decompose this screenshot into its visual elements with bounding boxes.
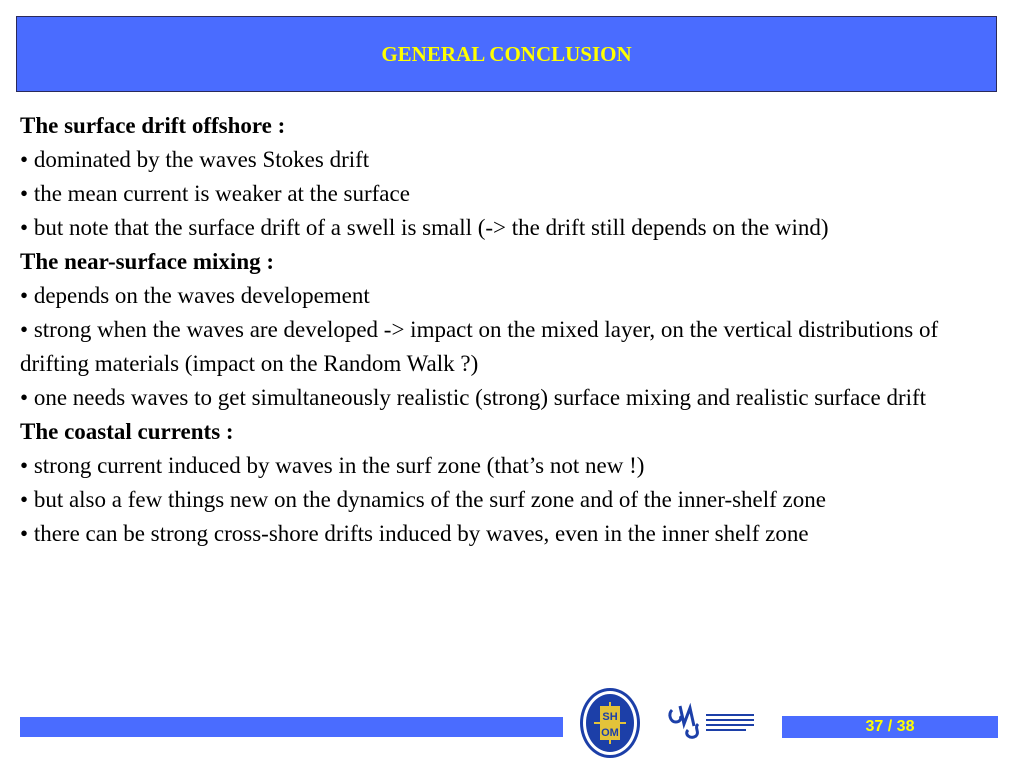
bullet-text: strong when the waves are developed -> impact on the mixed layer, on the vertical distributions of drifting materials (impact on the Random Walk ?) (20, 317, 939, 376)
bullet-text: the mean current is weaker at the surface (33, 181, 410, 206)
bullet-text: but note that the surface drift of a swell is small (-> the drift still depends on the wind) (33, 215, 829, 240)
shom-logo-icon (578, 686, 642, 760)
bullet-mark: • (20, 487, 29, 512)
bullet-text: depends on the waves developement (33, 283, 370, 308)
bullet-mark: • (20, 283, 29, 308)
section-heading: The near-surface mixing : (20, 249, 275, 274)
footer-right-bar (782, 716, 998, 738)
bullet-item (20, 381, 1010, 415)
bullet-item (20, 143, 1010, 177)
cnrs-logo-icon (666, 700, 758, 744)
bullet-text: but also a few things new on the dynamics of the surf zone and of the inner-shelf zone (33, 487, 826, 512)
bullet-item (20, 177, 1010, 211)
bullet-text: there can be strong cross-shore drifts induced by waves, even in the inner shelf zone (33, 521, 809, 546)
bullet-mark: • (20, 385, 29, 410)
bullet-item (20, 449, 1010, 483)
bullet-item (20, 483, 1010, 517)
svg-text:SH: SH (602, 711, 618, 723)
bullet-text: strong current induced by waves in the surf zone (that’s not new !) (33, 453, 645, 478)
bullet-text: one needs waves to get simultaneously realistic (strong) surface mixing and realistic surface drift (33, 385, 927, 410)
bullet-text: dominated by the waves Stokes drift (33, 147, 370, 172)
footer-left-bar (20, 717, 563, 737)
bullet-mark: • (20, 215, 29, 240)
bullet-mark: • (20, 453, 29, 478)
bullet-mark: • (20, 181, 29, 206)
bullet-mark: • (20, 147, 29, 172)
bullet-mark: • (20, 317, 29, 342)
section-heading: The surface drift offshore : (20, 113, 286, 138)
svg-text:OM: OM (601, 727, 619, 739)
title-bar (16, 16, 997, 92)
page-number: 37 / 38 (865, 718, 915, 735)
bullet-item (20, 279, 1010, 313)
bullet-item (20, 211, 1010, 245)
slide-title: GENERAL CONCLUSION (381, 41, 632, 66)
section-heading: The coastal currents : (20, 419, 234, 444)
slide-body (20, 109, 1010, 551)
bullet-mark: • (20, 521, 29, 546)
bullet-item (20, 517, 1010, 551)
bullet-item (20, 313, 1010, 381)
